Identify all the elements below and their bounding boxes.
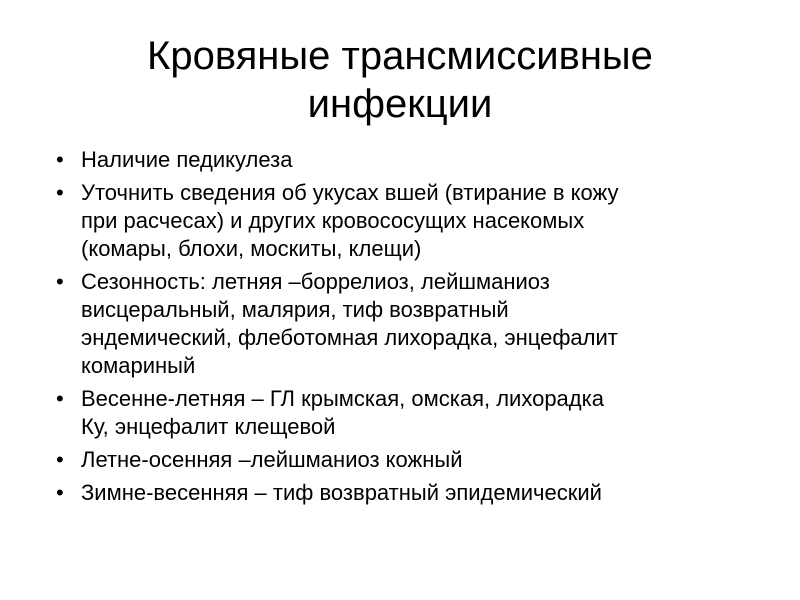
bullet-text-line: Ку, энцефалит клещевой xyxy=(81,414,336,439)
bullet-text-line: при расчесах) и других кровососущих насекомых xyxy=(81,208,585,233)
bullet-marker: • xyxy=(56,480,64,505)
bullet-item xyxy=(56,446,756,474)
bullet-text-line: комариный xyxy=(81,353,196,378)
slide-title xyxy=(60,32,740,128)
bullet-item xyxy=(56,146,756,174)
bullet-item xyxy=(56,179,756,263)
bullet-marker: • xyxy=(56,269,64,294)
bullet-marker: • xyxy=(56,386,64,411)
bullet-marker: • xyxy=(56,180,64,205)
bullet-text-line: Сезонность: летняя –боррелиоз, лейшманиоз xyxy=(81,269,550,294)
bullet-text-line: Летне-осенняя –лейшманиоз кожный xyxy=(81,447,463,472)
bullet-text-line: Уточнить сведения об укусах вшей (втирание в кожу xyxy=(81,180,619,205)
bullet-text-line: Зимне-весенняя – тиф возвратный эпидемический xyxy=(81,480,602,505)
bullet-marker: • xyxy=(56,447,64,472)
bullet-text-line: (комары, блохи, москиты, клещи) xyxy=(81,236,422,261)
bullet-text-line: Весенне-летняя – ГЛ крымская, омская, лихорадка xyxy=(81,386,604,411)
bullet-text-line: висцеральный, малярия, тиф возвратный xyxy=(81,297,509,322)
bullet-item xyxy=(56,268,756,380)
bullet-marker: • xyxy=(56,147,64,172)
bullet-text-line: эндемический, флеботомная лихорадка, энцефалит xyxy=(81,325,618,350)
bullet-list xyxy=(56,146,756,512)
bullet-item xyxy=(56,385,756,441)
slide-title-line: Кровяные трансмиссивные xyxy=(147,34,653,78)
bullet-text-line: Наличие педикулеза xyxy=(81,147,293,172)
slide-title-line: инфекции xyxy=(307,82,493,126)
bullet-item xyxy=(56,479,756,507)
